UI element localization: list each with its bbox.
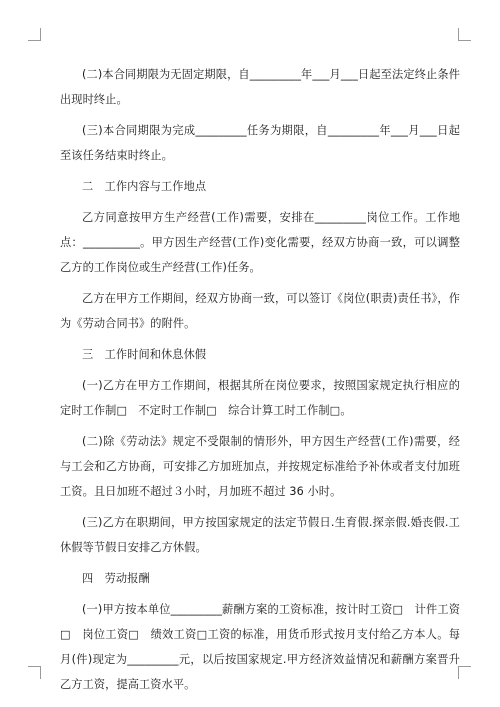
paragraph-work-location: 乙方同意按甲方生产经营(工作)需要，安排在_________岗位工作。工作地点：__________。甲方因生产经营(工作)变化需要，经双方协商一致，可以调整乙方的工作岗位或生产经营(工作)任务。 xyxy=(60,211,460,274)
paragraph-salary-standard: (一)甲方按本单位_________薪酬方案的工资标准，按计时工资□ 计件工资□ 岗位工资□ 绩效工资□工资的标准，用货币形式按月支付给乙方本人。每月(件)现定为_________元，以后按国家规定.甲方经济效益情况和薪酬方案晋升乙方工资，提高工资水平。 xyxy=(60,603,460,691)
paragraph-overtime: (二)除《劳动法》规定不受限制的情形外，甲方因生产经营(工作)需要，经与工会和乙方协商，可安排乙方加班加点，并按规定标准给予补休或者支付加班工资。且日加班不超过３小时，月加班不超过 36 小时。 xyxy=(60,435,460,498)
paragraph-holidays: (三)乙方在职期间，甲方按国家规定的法定节假日.生育假.探亲假.婚丧假.工休假等节假日安排乙方休假。 xyxy=(60,516,460,554)
paragraph-job-responsibility: 乙方在甲方工作期间，经双方协商一致，可以签订《岗位(职责)责任书》，作为《劳动合同书》的附件。 xyxy=(60,292,460,330)
section-heading-working-hours: 三 工作时间和休息休假 xyxy=(82,348,207,361)
paragraph-term-task: (三)本合同期限为完成_________任务为期限，自_________年___月___日起至该任务结束时终止。 xyxy=(60,124,460,162)
section-heading-remuneration: 四 劳动报酬 xyxy=(82,572,150,585)
crop-mark-top-right xyxy=(458,28,471,41)
paragraph-working-system: (一)乙方在甲方工作期间，根据其所在岗位要求，按照国家规定执行相应的定时工作制□ 不定时工作制□ 综合计算工时工作制□。 xyxy=(60,379,460,417)
section-heading-work-content: 二 工作内容与工作地点 xyxy=(82,180,207,193)
crop-mark-bottom-left xyxy=(28,666,41,679)
paragraph-term-indefinite: (二)本合同期限为无固定期限，自_________年___月___日起至法定终止条件出现时终止。 xyxy=(60,68,460,106)
document-body xyxy=(60,62,460,703)
crop-mark-top-left xyxy=(28,28,41,41)
